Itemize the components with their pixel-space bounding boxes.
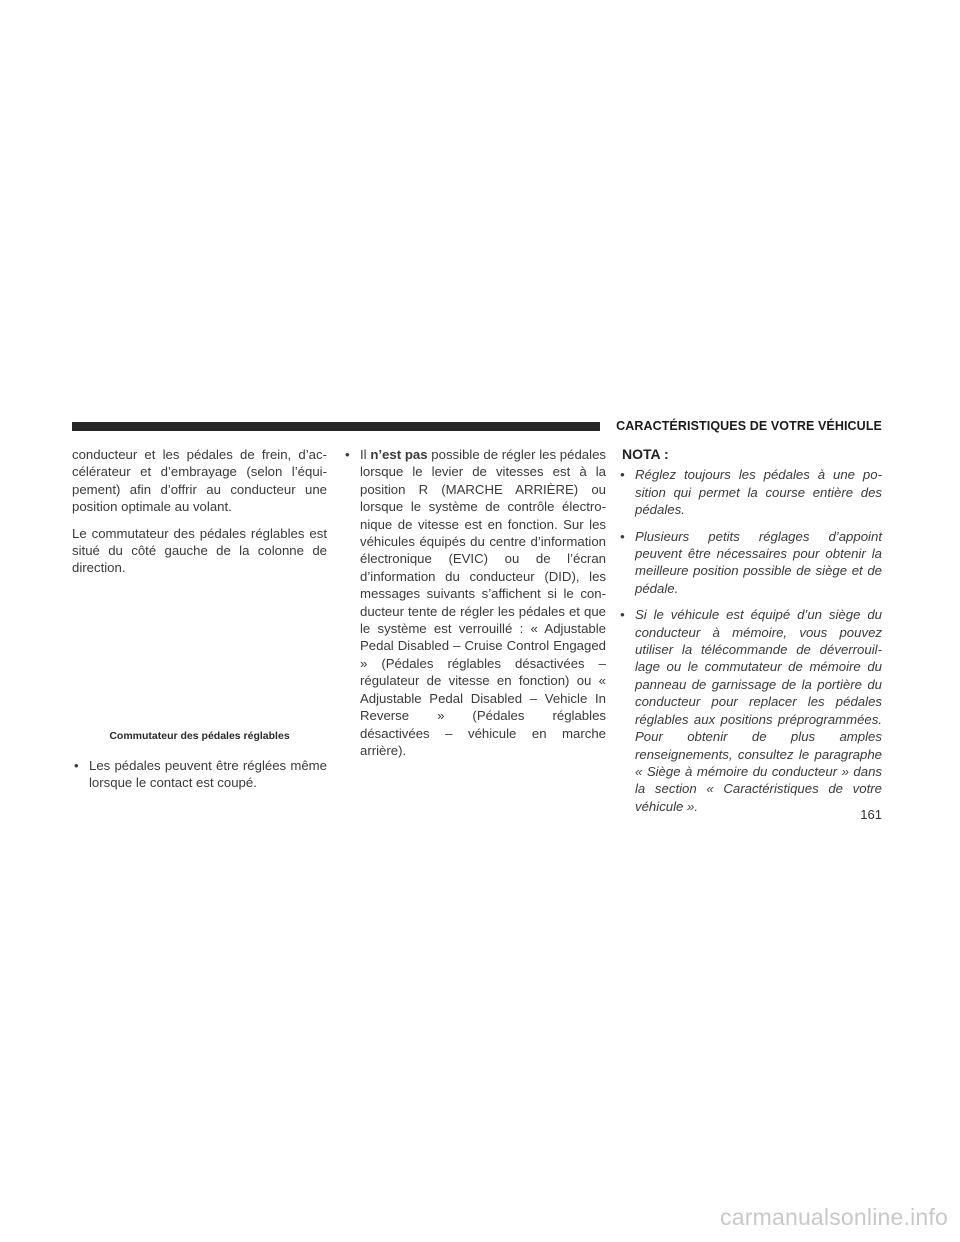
left-bullet-list xyxy=(72,757,327,801)
bullet-icon: • xyxy=(345,447,350,462)
bullet-icon: • xyxy=(74,758,79,773)
bullet-emphasis: n’est pas xyxy=(370,447,428,462)
nota-bullet-3: Si le véhicule est équipé d’un siège du conducteur à mémoire, vous pouvez utiliser la télécommande de déverrouillage ou le commutateur de mémoire du panneau de garnissage de la portière du conducteur pour replacer les pédales réglables aux positions préprogrammées. Pour obtenir de plus amples renseignements, consultez le paragraphe « Siège à mémoire du conducteur » dans la section « Caractéristiques de votre véhicule ». xyxy=(635,607,882,814)
nota-heading: NOTA : xyxy=(622,446,669,462)
bullet-icon: • xyxy=(620,467,625,483)
right-column xyxy=(618,446,882,824)
bullet-text: Les pédales peuvent être réglées même lorsque le contact est coupé. xyxy=(89,758,327,791)
list-item xyxy=(618,466,882,518)
bullet-icon: • xyxy=(620,607,625,623)
page-number: 161 xyxy=(860,807,882,822)
list-item xyxy=(618,606,882,815)
nota-bullet-2: Plusieurs petits réglages d’appoint peuvent être nécessaires pour obtenir la meilleure position possible de siège et de pédale. xyxy=(635,528,882,596)
bullet-text: possible de régler les pédales lorsque le levier de vitesses est à la position R (MARCHE ARRIÈRE) ou lorsque le système de contrôle électronique de vitesse est en fonction. Sur les véhicules équipés du centre d’information électronique (EVIC) ou de l’écran d’information du conducteur (DID), les messages suivants s’affichent si le conducteur tente de régler les pédales et que le système est verrouillé : « Adjustable Pedal Disabled – Cruise Control Engaged » (Pédales réglables désactivées – régulateur de vitesse en fonction) ou « Adjustable Pedal Disabled – Vehicle In Reverse » (Pédales réglables désactivées – véhicule en marche arrière). xyxy=(360,447,606,758)
list-item xyxy=(343,446,606,759)
list-item xyxy=(72,757,327,792)
section-header-bar xyxy=(72,422,600,431)
left-column xyxy=(72,446,327,586)
bullet-prefix: Il xyxy=(360,447,371,462)
bullet-icon: • xyxy=(620,528,625,544)
figure-caption: Commutateur des pédales réglables xyxy=(109,730,290,742)
section-title: CARACTÉRISTIQUES DE VOTRE VÉHICULE xyxy=(616,419,882,433)
left-paragraph-2: Le commutateur des pédales réglables est situé du côté gauche de la colonne de direction. xyxy=(72,525,327,576)
left-paragraph-1: conducteur et les pédales de frein, d’accélérateur et d’embrayage (selon l’équipement) afin d’offrir au conducteur une position optimale au volant. xyxy=(72,447,327,515)
watermark-text: carmanualsonline.info xyxy=(720,1204,948,1230)
middle-column xyxy=(343,446,606,768)
list-item xyxy=(618,528,882,598)
nota-bullet-1: Réglez toujours les pédales à une position qui permet la course entière des pédales. xyxy=(635,467,882,518)
